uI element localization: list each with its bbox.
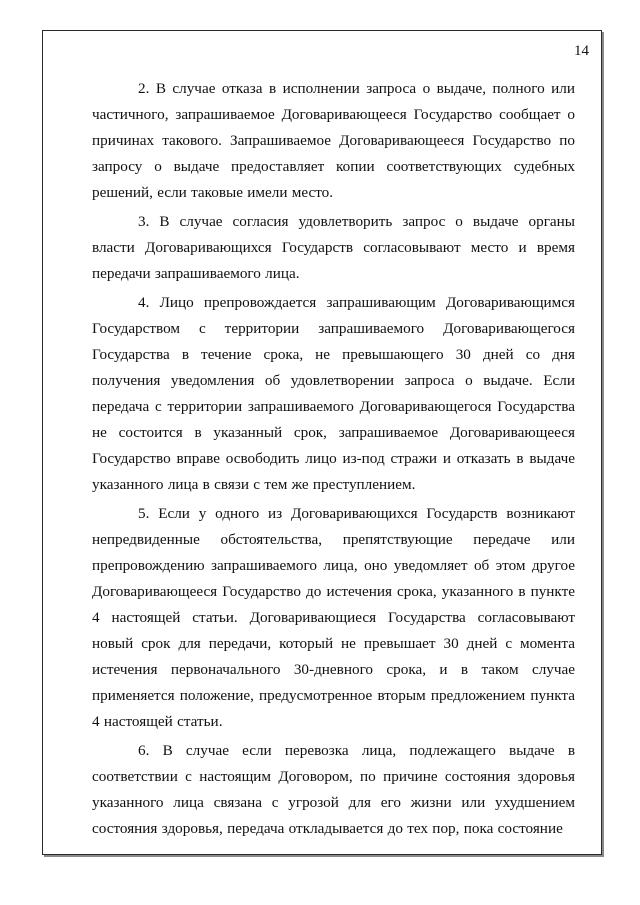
paragraph-5: 5. Если у одного из Договаривающихся Государств возникают непредвиденные обстоятельства, препятствующие передаче или препровождению запрашиваемого лица, оно уведомляет об этом другое Договаривающееся Государство до истечения срока, указанного в пункте 4 настоящей статьи. Договаривающиеся Государства согласовывают новый срок для передачи, который не превышает 30 дней с момента истечения первоначального 30-дневного срока, и в таком случае применяется положение, предусмотренное вторым предложением пункта 4 настоящей статьи. bbox=[92, 505, 575, 730]
document-body bbox=[92, 76, 575, 842]
page-frame bbox=[42, 30, 602, 855]
paragraph-4: 4. Лицо препровождается запрашивающим Договаривающимся Государством с территории запрашиваемого Договаривающегося Государства в течение срока, не превышающего 30 дней со дня получения уведомления об удовлетворении запроса о выдаче. Если передача с территории запрашиваемого Договаривающегося Государства не состоится в указанный срок, запрашиваемое Договаривающееся Государство вправе освободить лицо из-под стражи и отказать в выдаче указанного лица в связи с тем же преступлением. bbox=[92, 294, 575, 493]
page-number: 14 bbox=[574, 43, 589, 59]
paragraph-6: 6. В случае если перевозка лица, подлежащего выдаче в соответствии с настоящим Договором, по причине состояния здоровья указанного лица связана с угрозой для его жизни или ухудшением состояния здоровья, передача откладывается до тех пор, пока состояние bbox=[92, 742, 575, 837]
paragraph-3: 3. В случае согласия удовлетворить запрос о выдаче органы власти Договаривающихся Государств согласовывают место и время передачи запрашиваемого лица. bbox=[92, 213, 575, 282]
paragraph-2: 2. В случае отказа в исполнении запроса о выдаче, полного или частичного, запрашиваемое Договаривающееся Государство сообщает о причинах такового. Запрашиваемое Договаривающееся Государство по запросу о выдаче предоставляет копии соответствующих судебных решений, если таковые имели место. bbox=[92, 80, 575, 201]
